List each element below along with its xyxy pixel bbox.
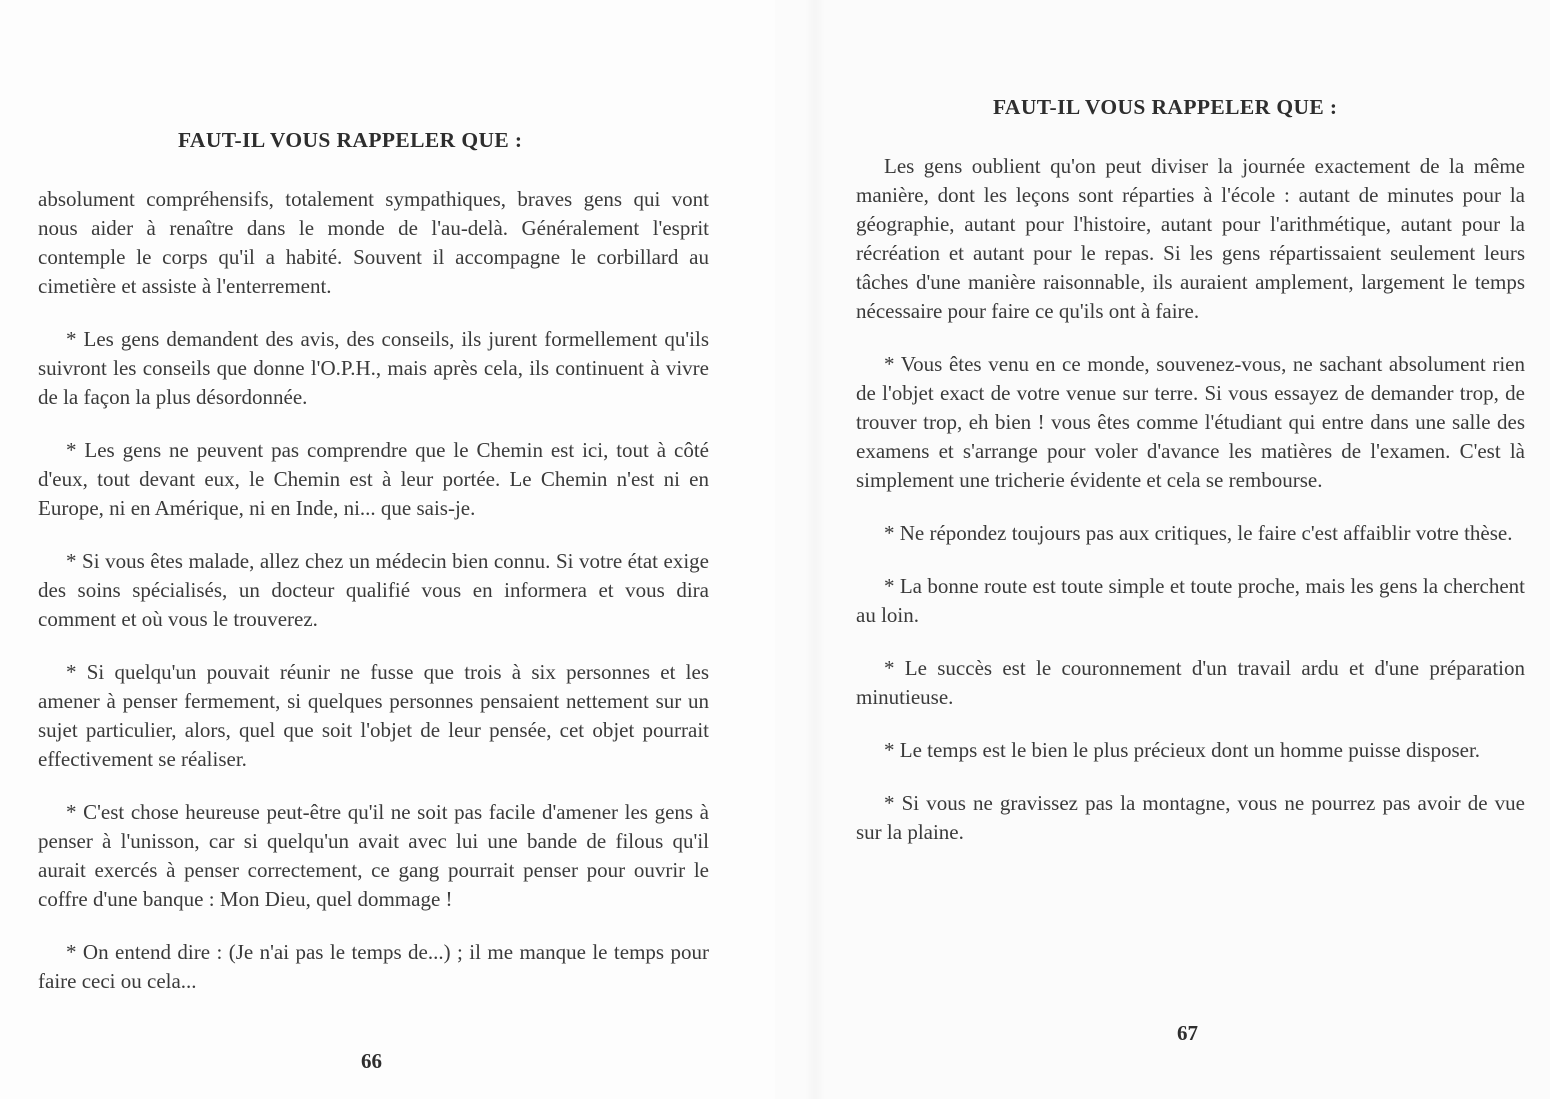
left-paragraph-2: * Les gens demandent des avis, des conseils, ils jurent formellement qu'ils suivront les conseils que donne l'O.P.H., mais après cela, ils continuent à vivre de la façon la plus désordonnée.: [38, 327, 709, 409]
right-paragraph-7: * Si vous ne gravissez pas la montagne, vous ne pourrez pas avoir de vue sur la plaine.: [856, 791, 1525, 844]
left-page-heading: FAUT-IL VOUS RAPPELER QUE :: [178, 128, 523, 152]
left-paragraph-1: absolument compréhensifs, totalement sympathiques, braves gens qui vont nous aider à renaître dans le monde de l'au-delà. Généralement l'esprit contemple le corps qu'il a habité. Souvent il accompagne le corbillard au cimetière et assiste à l'enterrement.: [38, 187, 709, 298]
right-paragraph-2: * Vous êtes venu en ce monde, souvenez-vous, ne sachant absolument rien de l'objet exact de votre venue sur terre. Si vous essayez de demander trop, de trouver trop, eh bien ! vous êtes comme l'étudiant qui entre dans une salle des examens et s'arrange pour voler d'avance les matières de l'examen. C'est là simplement une tricherie évidente et cela se rembourse.: [856, 352, 1525, 492]
left-page-body: [38, 185, 709, 996]
right-page-body: [856, 152, 1525, 847]
left-paragraph-5: * Si quelqu'un pouvait réunir ne fusse que trois à six personnes et les amener à penser fermement, si quelques personnes pensaient nettement sur un sujet particulier, alors, quel que soit l'objet de leur pensée, cet objet pourrait effectivement se réaliser.: [38, 660, 709, 771]
left-paragraph-3: * Les gens ne peuvent pas comprendre que le Chemin est ici, tout à côté d'eux, tout devant eux, le Chemin est à leur portée. Le Chemin n'est ni en Europe, ni en Amérique, ni en Inde, ni... que sais-je.: [38, 438, 709, 520]
book-gutter: [805, 0, 825, 1099]
left-paragraph-6: * C'est chose heureuse peut-être qu'il ne soit pas facile d'amener les gens à penser à l'unisson, car si quelqu'un avait avec lui une bande de filous qu'il aurait exercés à penser correctement, ce gang pourrait penser pour ouvrir le coffre d'une banque : Mon Dieu, quel dommage !: [38, 800, 709, 911]
left-page-number: 66: [361, 1049, 382, 1073]
right-page-heading: FAUT-IL VOUS RAPPELER QUE :: [993, 95, 1338, 119]
right-paragraph-6: * Le temps est le bien le plus précieux dont un homme puisse disposer.: [884, 738, 1481, 762]
right-paragraph-5: * Le succès est le couronnement d'un travail ardu et d'une préparation minutieuse.: [856, 656, 1525, 709]
right-paragraph-3: * Ne répondez toujours pas aux critiques, le faire c'est affaiblir votre thèse.: [884, 521, 1513, 545]
left-paragraph-7: * On entend dire : (Je n'ai pas le temps de...) ; il me manque le temps pour faire ceci ou cela...: [38, 940, 709, 993]
right-paragraph-4: * La bonne route est toute simple et toute proche, mais les gens la cherchent au loin.: [856, 574, 1525, 627]
right-page-number: 67: [1177, 1021, 1198, 1045]
left-paragraph-4: * Si vous êtes malade, allez chez un médecin bien connu. Si votre état exige des soins spécialisés, un docteur qualifié vous en informera et vous dira comment et où vous le trouverez.: [38, 549, 709, 631]
right-paragraph-1: Les gens oublient qu'on peut diviser la journée exactement de la même manière, dont les leçons sont réparties à l'école : autant de minutes pour la géographie, autant pour l'histoire, autant pour l'arithmétique, autant pour la récréation et autant pour le repas. Si les gens répartissaient seulement leurs tâches d'une manière raisonnable, ils auraient amplement, largement le temps nécessaire pour faire ce qu'ils ont à faire.: [856, 154, 1525, 323]
